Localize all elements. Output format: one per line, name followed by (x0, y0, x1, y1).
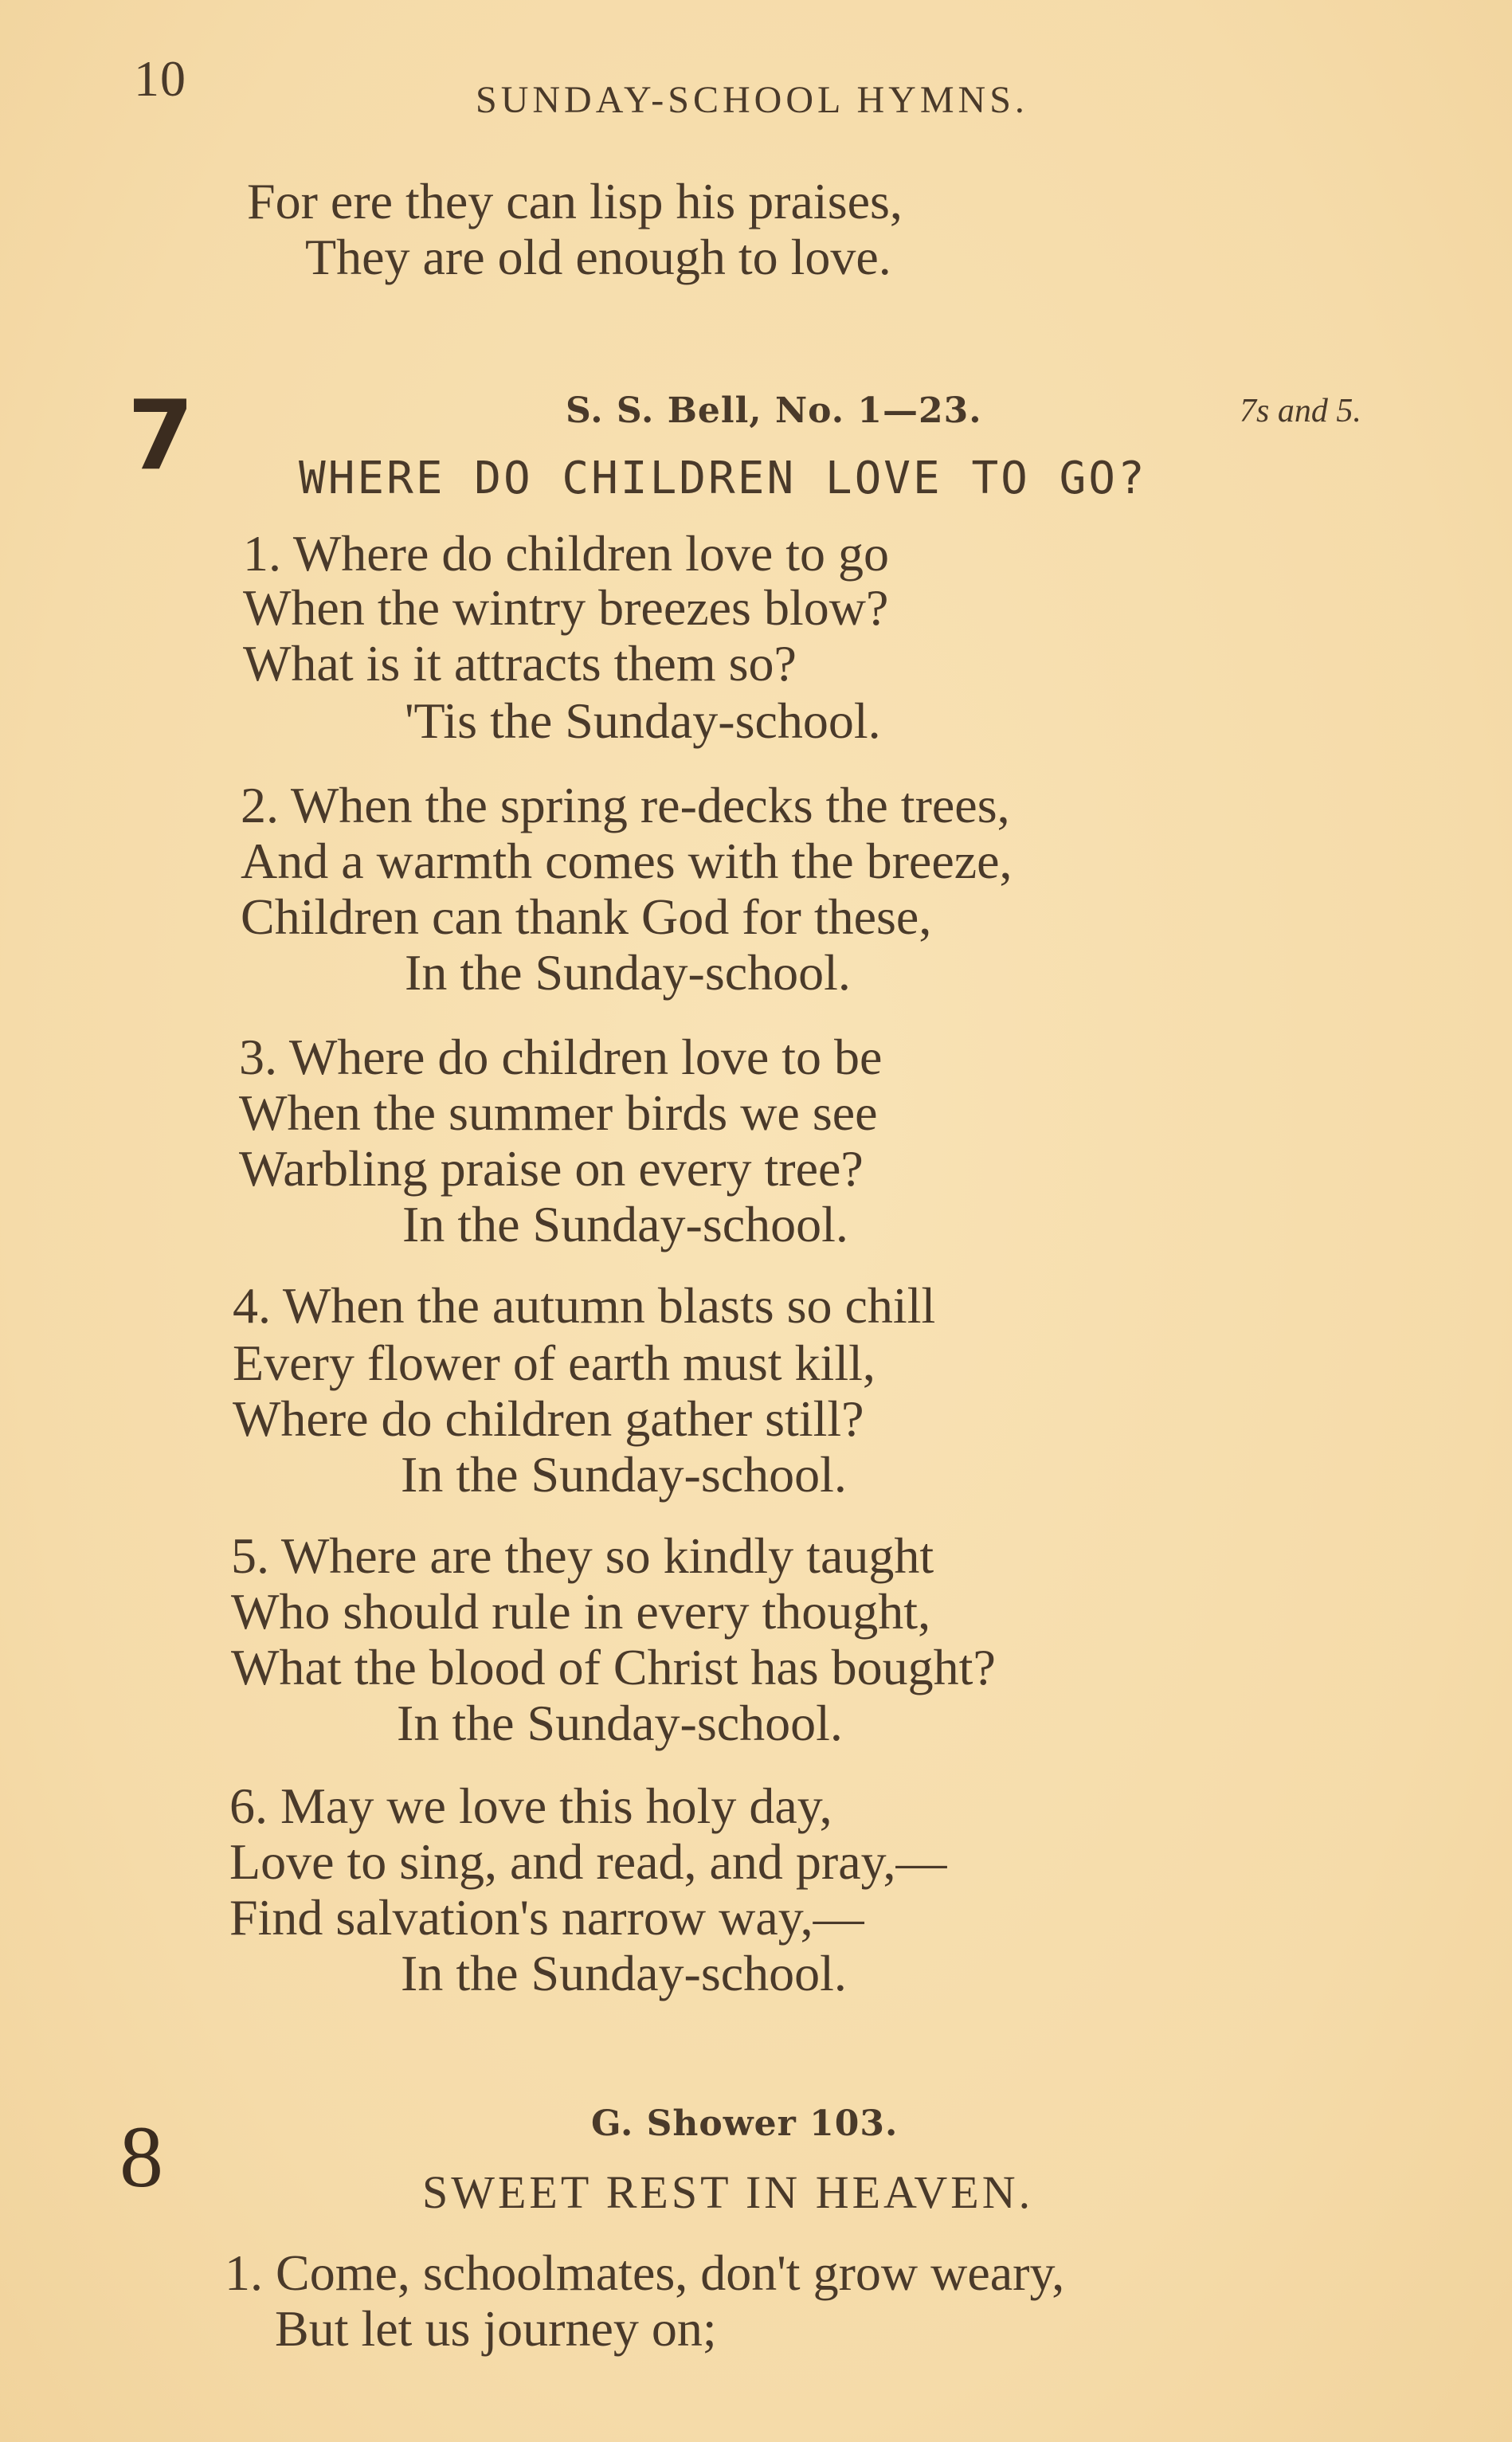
verse-line: 1. Where do children love to go (243, 525, 890, 582)
hymn-number: 7 (127, 381, 194, 492)
verse-line: 3. Where do children love to be (239, 1029, 883, 1085)
running-head: SUNDAY-SCHOOL HYMNS. (476, 79, 1028, 121)
verse-line: 4. When the autumn blasts so chill (233, 1277, 936, 1334)
hymn-source: S. S. Bell, No. 1—23. (566, 390, 982, 431)
continuation-line: They are old enough to love. (305, 229, 891, 285)
verse-line: When the summer birds we see (239, 1084, 878, 1141)
verse-line: What the blood of Christ has bought? (231, 1639, 996, 1695)
verse-line: When the wintry breezes blow? (243, 579, 889, 636)
verse-line: Find salvation's narrow way,— (229, 1889, 864, 1946)
verse-line: 6. May we love this holy day, (229, 1778, 832, 1834)
hymn-title: SWEET REST IN HEAVEN. (422, 2166, 1034, 2218)
verse-line: In the Sunday-school. (401, 1446, 847, 1503)
verse-line: In the Sunday-school. (402, 1196, 848, 1252)
verse-line: 2. When the spring re-decks the trees, (241, 777, 1010, 833)
verse-line: What is it attracts them so? (243, 635, 797, 692)
hymn-title: WHERE DO CHILDREN LOVE TO GO? (299, 453, 1147, 504)
hymn-meter: 7s and 5. (1240, 393, 1361, 429)
verse-line: And a warmth comes with the breeze, (241, 833, 1013, 889)
page-number: 10 (134, 50, 186, 107)
verse-line: Who should rule in every thought, (231, 1583, 931, 1640)
verse-line: Children can thank God for these, (241, 888, 932, 945)
verse-line: Where do children gather still? (233, 1390, 864, 1447)
verse-line: Love to sing, and read, and pray,— (229, 1833, 947, 1890)
verse-line: Warbling praise on every tree? (239, 1140, 864, 1197)
verse-line: But let us journey on; (275, 2300, 717, 2357)
verse-line: 5. Where are they so kindly taught (231, 1527, 934, 1584)
hymn-source: G. Shower 103. (591, 2103, 899, 2144)
verse-line: Every flower of earth must kill, (233, 1335, 875, 1391)
verse-line: 1. Come, schoolmates, don't grow weary, (225, 2244, 1065, 2301)
verse-line: In the Sunday-school. (405, 944, 851, 1001)
verse-line: In the Sunday-school. (397, 1695, 843, 1751)
continuation-line: For ere they can lisp his praises, (247, 173, 903, 229)
verse-line: 'Tis the Sunday-school. (405, 692, 881, 749)
hymn-number: 8 (119, 2108, 163, 2205)
verse-line: In the Sunday-school. (401, 1945, 847, 2001)
